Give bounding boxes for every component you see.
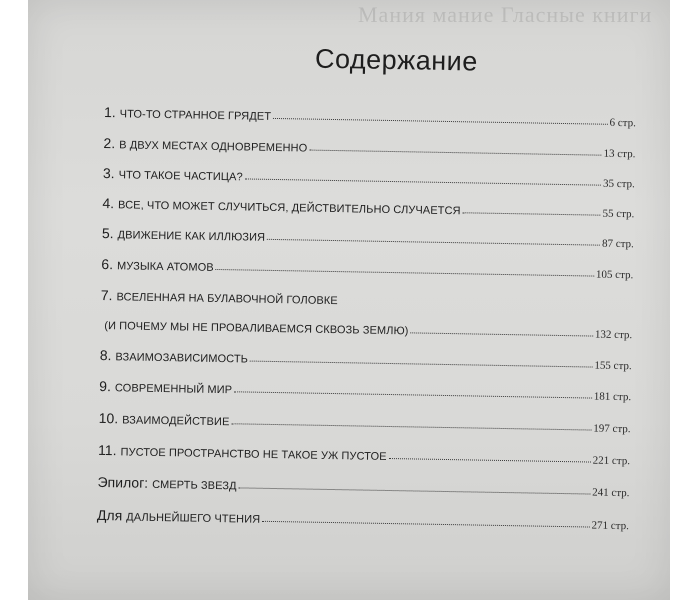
toc-entry-further-reading [97,501,629,532]
entry-title: ДВИЖЕНИЕ КАК ИЛЛЮЗИЯ [117,229,266,244]
entry-title: МУЗЫКА АТОМОВ [116,260,214,274]
entry-page: 271 стр. [591,519,630,533]
entry-number: 6. [101,255,114,273]
entry-number: 9. [99,377,112,395]
entry-page: 132 стр. [594,328,633,342]
toc-entry [102,189,634,220]
entry-page: 197 стр. [593,422,631,436]
entry-number: 3. [102,164,115,182]
leader-dots [267,239,600,246]
toc-entry [99,404,631,435]
leader-dots [234,391,592,398]
entry-page: 6 стр. [609,116,637,130]
entry-page: 13 стр. [603,147,636,161]
entry-title: ЧТО-ТО СТРАННОЕ ГРЯДЕТ [119,108,272,123]
entry-number: 5. [101,224,114,242]
leader-dots [231,423,591,430]
page-title: Содержание [314,43,479,77]
entry-page: 155 стр. [594,359,632,373]
entry-page: 105 стр. [595,268,634,282]
entry-title: ВСЕЛЕННАЯ НА БУЛАВОЧНОЙ ГОЛОВКЕ [116,291,338,308]
entry-page: 221 стр. [592,454,631,468]
entry-title: (И ПОЧЕМУ МЫ НЕ ПРОВАЛИВАЕМСЯ СКВОЗЬ ЗЕМЛЮ) [104,320,409,338]
leader-dots [216,269,594,277]
leader-dots [273,118,608,125]
leader-dots [239,487,591,494]
toc-entry [102,219,634,250]
leader-dots [309,150,601,156]
entry-title: ПУСТОЕ ПРОСТРАНСТВО НЕ ТАКОЕ УЖ ПУСТОЕ [120,446,387,463]
entry-number: 2. [103,134,116,152]
toc-entry [104,98,636,129]
entry-title: ВЗАИМОЗАВИСИМОСТЬ [115,351,249,366]
entry-number: 11. [98,441,117,459]
entry-number: 1. [103,103,116,121]
entry-title: СОВРЕМЕННЫЙ МИР [114,382,233,397]
toc-entry [101,281,633,312]
entry-page: 241 стр. [592,486,630,500]
entry-page: 87 стр. [601,237,634,251]
entry-number: Эпилог: [97,473,149,491]
toc-entry [100,341,632,372]
entry-number: 4. [102,194,115,212]
leader-dots [245,178,601,185]
entry-number: 10. [98,409,119,427]
toc-entry [103,159,635,190]
book-page [28,0,670,600]
entry-page: 55 стр. [602,207,635,221]
entry-title: ВСЕ, ЧТО МОЖЕТ СЛУЧИТЬСЯ, ДЕЙСТВИТЕЛЬНО СЛУЧАЕТСЯ [118,199,461,218]
entry-number: Для [96,506,123,524]
entry-title: СМЕРТЬ ЗВЕЗД [152,478,237,493]
toc-entry [103,129,635,160]
bleed-through-text: Мания мание Гласные книги [358,2,653,27]
entry-page: 35 стр. [602,177,635,191]
leader-dots [389,458,591,463]
toc-entry [101,250,633,281]
toc-entry [98,436,630,467]
entry-title: В ДВУХ МЕСТАХ ОДНОВРЕМЕННО [119,139,308,155]
toc-entry-continuation [100,310,632,341]
entry-title: ДАЛЬНЕЙШЕГО ЧТЕНИЯ [126,511,261,526]
entry-page: 181 стр. [593,390,632,404]
leader-dots [262,521,589,528]
entry-title: ЧТО ТАКОЕ ЧАСТИЦА? [118,169,243,184]
entry-title: ВЗАИМОДЕЙСТВИЕ [122,414,230,429]
leader-dots [410,332,592,336]
toc-entry-epilogue [97,468,629,499]
leader-dots [250,361,592,368]
entry-number: 7. [100,286,113,304]
entry-number: 8. [99,346,112,364]
leader-dots [463,212,601,215]
toc-entry [99,372,631,403]
